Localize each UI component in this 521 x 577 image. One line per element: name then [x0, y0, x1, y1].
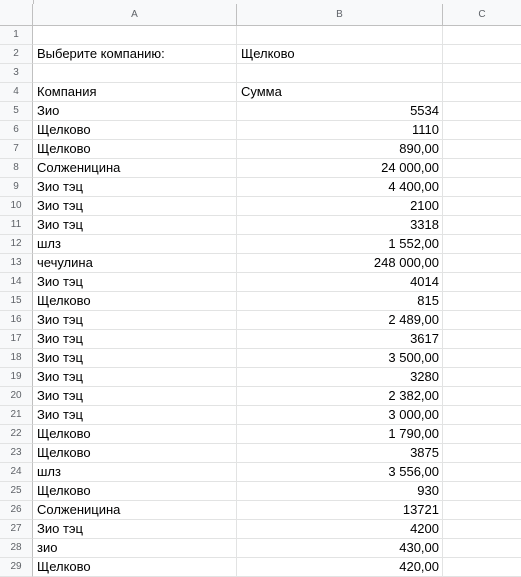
table-row: [0, 235, 521, 254]
table-row: [0, 292, 521, 311]
row-header[interactable]: 18: [0, 349, 33, 368]
row-header[interactable]: 7: [0, 140, 33, 159]
table-row: [0, 539, 521, 558]
cell-b[interactable]: 3318: [237, 216, 443, 235]
row-header[interactable]: 26: [0, 501, 33, 520]
table-row: [0, 216, 521, 235]
cell-a[interactable]: Зио тэц: [33, 330, 237, 349]
table-row: [0, 45, 521, 64]
cell-a[interactable]: Зио тэц: [33, 387, 237, 406]
row-header[interactable]: 3: [0, 64, 33, 83]
cell-c[interactable]: [443, 254, 521, 273]
cell-c[interactable]: [443, 311, 521, 330]
table-row: [0, 121, 521, 140]
cell-a[interactable]: Щелково: [33, 558, 237, 577]
row-header[interactable]: 17: [0, 330, 33, 349]
table-row: [0, 349, 521, 368]
cell-c[interactable]: [443, 558, 521, 577]
table-row: [0, 254, 521, 273]
cell-a[interactable]: Щелково: [33, 482, 237, 501]
table-row: [0, 197, 521, 216]
cell-c[interactable]: [443, 330, 521, 349]
cell-b[interactable]: Сумма: [237, 83, 443, 102]
cell-c[interactable]: [443, 216, 521, 235]
cell-b[interactable]: 3280: [237, 368, 443, 387]
cell-c[interactable]: [443, 539, 521, 558]
cell-b[interactable]: 890,00: [237, 140, 443, 159]
row-header[interactable]: 8: [0, 159, 33, 178]
cell-c[interactable]: [443, 387, 521, 406]
cell-c[interactable]: [443, 292, 521, 311]
cell-a[interactable]: Щелково: [33, 140, 237, 159]
cell-a[interactable]: Выберите компанию:: [33, 45, 237, 64]
row-header[interactable]: 28: [0, 539, 33, 558]
row-header[interactable]: 19: [0, 368, 33, 387]
row-header[interactable]: 9: [0, 178, 33, 197]
select-all-corner[interactable]: [0, 4, 33, 26]
table-row: [0, 26, 521, 45]
table-row: [0, 406, 521, 425]
cell-a[interactable]: Зио тэц: [33, 520, 237, 539]
row-header[interactable]: 21: [0, 406, 33, 425]
table-row: [0, 368, 521, 387]
row-header[interactable]: 27: [0, 520, 33, 539]
table-row: [0, 330, 521, 349]
cell-c[interactable]: [443, 368, 521, 387]
table-row: [0, 501, 521, 520]
cell-c[interactable]: [443, 444, 521, 463]
cell-b[interactable]: 5534: [237, 102, 443, 121]
cell-a[interactable]: Зио тэц: [33, 273, 237, 292]
cell-a[interactable]: Солженицина: [33, 159, 237, 178]
row-header[interactable]: 14: [0, 273, 33, 292]
row-header[interactable]: 23: [0, 444, 33, 463]
cell-a[interactable]: Зио тэц: [33, 178, 237, 197]
cell-c[interactable]: [443, 463, 521, 482]
cell-a[interactable]: зио: [33, 539, 237, 558]
table-row: [0, 463, 521, 482]
cell-c[interactable]: [443, 406, 521, 425]
cell-b[interactable]: 1 790,00: [237, 425, 443, 444]
row-header[interactable]: 24: [0, 463, 33, 482]
cell-c[interactable]: [443, 520, 521, 539]
cell-c[interactable]: [443, 159, 521, 178]
cell-b[interactable]: 815: [237, 292, 443, 311]
cell-c[interactable]: [443, 482, 521, 501]
cell-b[interactable]: Щелково: [237, 45, 443, 64]
cell-b[interactable]: [237, 26, 443, 45]
cell-c[interactable]: [443, 83, 521, 102]
column-header-c[interactable]: C: [443, 4, 521, 26]
column-header-b[interactable]: B: [237, 4, 443, 26]
row-header[interactable]: 29: [0, 558, 33, 577]
column-header-a[interactable]: A: [33, 4, 237, 26]
table-row: [0, 444, 521, 463]
cell-a[interactable]: Зио тэц: [33, 368, 237, 387]
row-header[interactable]: 12: [0, 235, 33, 254]
cell-c[interactable]: [443, 178, 521, 197]
row-header[interactable]: 11: [0, 216, 33, 235]
cell-b[interactable]: 1110: [237, 121, 443, 140]
row-header[interactable]: 2: [0, 45, 33, 64]
cell-a[interactable]: чечулина: [33, 254, 237, 273]
cell-a[interactable]: Зио тэц: [33, 406, 237, 425]
cell-b[interactable]: 13721: [237, 501, 443, 520]
cell-a[interactable]: [33, 26, 237, 45]
cell-b[interactable]: 430,00: [237, 539, 443, 558]
cell-a[interactable]: Солженицина: [33, 501, 237, 520]
cell-c[interactable]: [443, 140, 521, 159]
table-row: [0, 178, 521, 197]
cell-c[interactable]: [443, 121, 521, 140]
cell-c[interactable]: [443, 425, 521, 444]
row-header[interactable]: 10: [0, 197, 33, 216]
cell-b[interactable]: 420,00: [237, 558, 443, 577]
cell-c[interactable]: [443, 45, 521, 64]
cell-c[interactable]: [443, 501, 521, 520]
cell-c[interactable]: [443, 26, 521, 45]
cell-b[interactable]: 4014: [237, 273, 443, 292]
cell-a[interactable]: шлз: [33, 235, 237, 254]
cell-b[interactable]: 3875: [237, 444, 443, 463]
cell-a[interactable]: Зио тэц: [33, 349, 237, 368]
cell-c[interactable]: [443, 64, 521, 83]
cell-a[interactable]: Зио: [33, 102, 237, 121]
cell-b[interactable]: 3 500,00: [237, 349, 443, 368]
table-row: [0, 102, 521, 121]
row-header[interactable]: 13: [0, 254, 33, 273]
cell-b[interactable]: 3617: [237, 330, 443, 349]
table-row: [0, 311, 521, 330]
cell-b[interactable]: 2100: [237, 197, 443, 216]
table-row: [0, 64, 521, 83]
cell-b[interactable]: 248 000,00: [237, 254, 443, 273]
cell-b[interactable]: 3 556,00: [237, 463, 443, 482]
cell-b[interactable]: 2 489,00: [237, 311, 443, 330]
table-row: [0, 425, 521, 444]
cell-c[interactable]: [443, 235, 521, 254]
row-header[interactable]: 1: [0, 26, 33, 45]
cell-c[interactable]: [443, 273, 521, 292]
cell-b[interactable]: 4200: [237, 520, 443, 539]
cell-c[interactable]: [443, 349, 521, 368]
cell-c[interactable]: [443, 102, 521, 121]
cell-a[interactable]: Зио тэц: [33, 216, 237, 235]
row-header[interactable]: 22: [0, 425, 33, 444]
table-row: [0, 482, 521, 501]
row-header[interactable]: 6: [0, 121, 33, 140]
table-row: [0, 273, 521, 292]
row-header[interactable]: 5: [0, 102, 33, 121]
cell-b[interactable]: 2 382,00: [237, 387, 443, 406]
cell-a[interactable]: Зио тэц: [33, 311, 237, 330]
table-row: [0, 520, 521, 539]
table-row: [0, 140, 521, 159]
cell-a[interactable]: Щелково: [33, 425, 237, 444]
cell-b[interactable]: 4 400,00: [237, 178, 443, 197]
table-row: [0, 83, 521, 102]
table-row: [0, 387, 521, 406]
cell-a[interactable]: Зио тэц: [33, 197, 237, 216]
row-header[interactable]: 25: [0, 482, 33, 501]
row-header[interactable]: 4: [0, 83, 33, 102]
row-header[interactable]: 16: [0, 311, 33, 330]
cell-a[interactable]: Щелково: [33, 121, 237, 140]
cell-a[interactable]: Щелково: [33, 292, 237, 311]
cell-b[interactable]: 24 000,00: [237, 159, 443, 178]
cell-b[interactable]: 1 552,00: [237, 235, 443, 254]
row-header[interactable]: 15: [0, 292, 33, 311]
cell-a[interactable]: [33, 64, 237, 83]
table-row: [0, 558, 521, 577]
cell-a[interactable]: Компания: [33, 83, 237, 102]
cell-b[interactable]: 3 000,00: [237, 406, 443, 425]
cell-b[interactable]: [237, 64, 443, 83]
cell-a[interactable]: шлз: [33, 463, 237, 482]
row-header[interactable]: 20: [0, 387, 33, 406]
table-row: [0, 159, 521, 178]
cell-c[interactable]: [443, 197, 521, 216]
cell-b[interactable]: 930: [237, 482, 443, 501]
cell-a[interactable]: Щелково: [33, 444, 237, 463]
